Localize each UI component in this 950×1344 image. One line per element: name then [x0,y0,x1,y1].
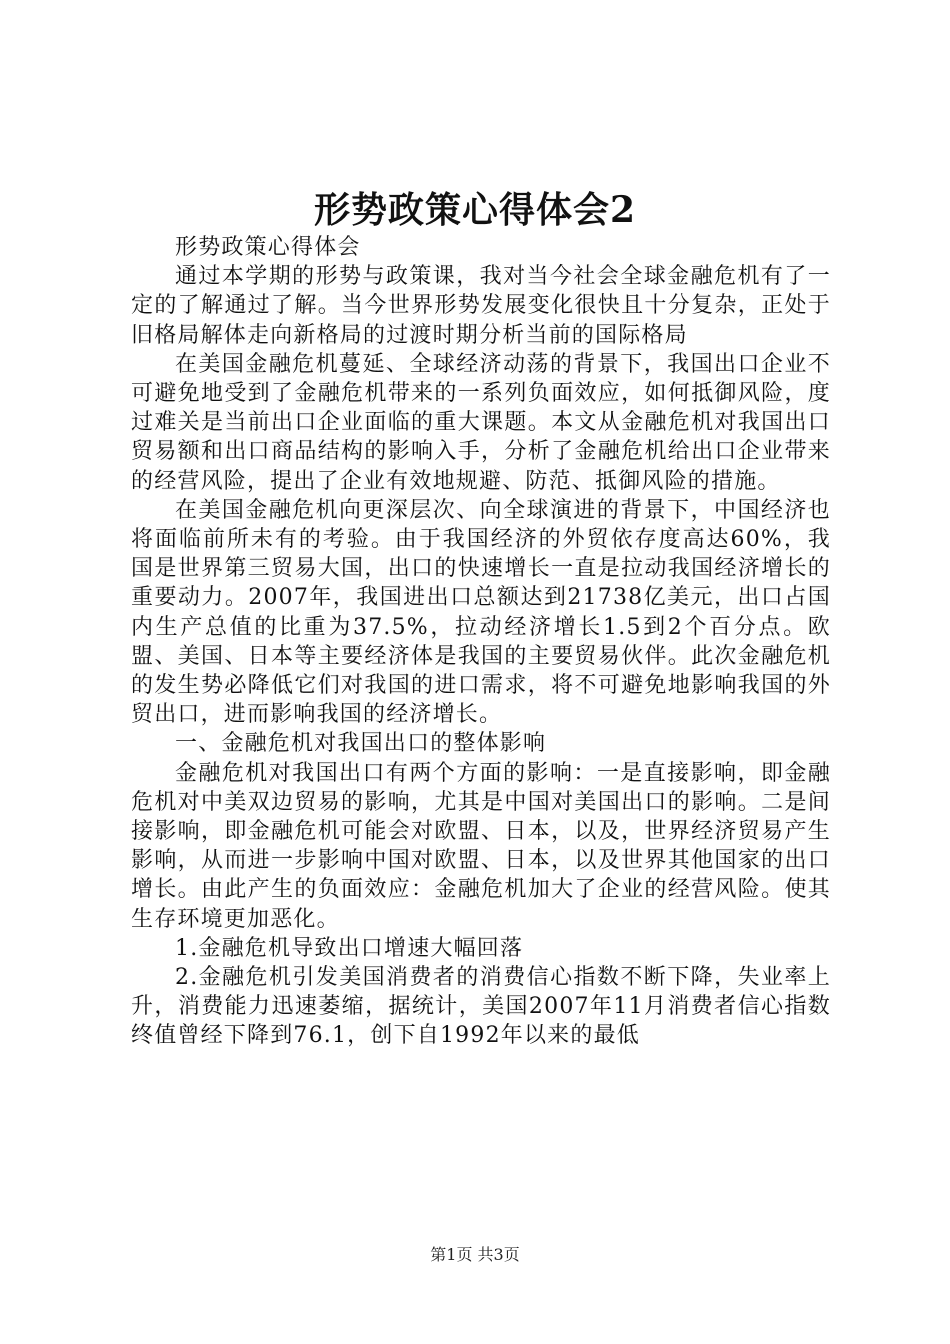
paragraph-impact: 金融危机对我国出口有两个方面的影响：一是直接影响，即金融危机对中美双边贸易的影响，尤其是中国对美国出口的影响。二是间接影响，即金融危机可能会对欧盟、日本，以及，世界经济贸易产生影响，从而进一步影响中国对欧盟、日本，以及世界其他国家的出口增长。由此产生的负面效应：金融危机加大了企业的经营风险。使其生存环境更加恶化。 [131,760,831,932]
list-item-1: 1.金融危机导致出口增速大幅回落 [175,935,524,961]
section-heading-1: 一、金融危机对我国出口的整体影响 [175,731,547,757]
paragraph-economy: 在美国金融危机向更深层次、向全球演进的背景下，中国经济也将面临前所未有的考验。由于我国经济的外贸依存度高达60%，我国是世界第三贸易大国，出口的快速增长一直是拉动我国经济增长的重要动力。2007年，我国进出口总额达到21738亿美元，出口占国内生产总值的比重为37.5%，拉动经济增长1.5到2个百分点。欧盟、美国、日本等主要经济体是我国的主要贸易伙伴。此次金融危机的发生势必降低它们对我国的进口需求，将不可避免地影响我国的外贸出口，进而影响我国的经济增长。 [131,497,831,728]
page-number-footer: 第1页 共3页 [430,1245,520,1264]
paragraph-background: 在美国金融危机蔓延、全球经济动荡的背景下，我国出口企业不可避免地受到了金融危机带来的一系列负面效应，如何抵御风险，度过难关是当前出口企业面临的重大课题。本文从金融危机对我国出口贸易额和出口商品结构的影响入手，分析了金融危机给出口企业带来的经营风险，提出了企业有效地规避、防范、抵御风险的措施。 [131,351,831,494]
paragraph-intro: 通过本学期的形势与政策课，我对当今社会全球金融危机有了一定的了解通过了解。当今世界形势发展变化很快且十分复杂，正处于旧格局解体走向新格局的过渡时期分析当前的国际格局 [131,264,831,348]
list-item-2: 2.金融危机引发美国消费者的消费信心指数不断下降，失业率上升，消费能力迅速萎缩，据统计，美国2007年11月消费者信心指数终值曾经下降到76.1，创下自1992年以来的最低 [131,965,831,1049]
document-title: 形势政策心得体会2 [313,189,637,231]
paragraph-subtitle: 形势政策心得体会 [175,235,361,260]
document-body [131,233,831,1051]
